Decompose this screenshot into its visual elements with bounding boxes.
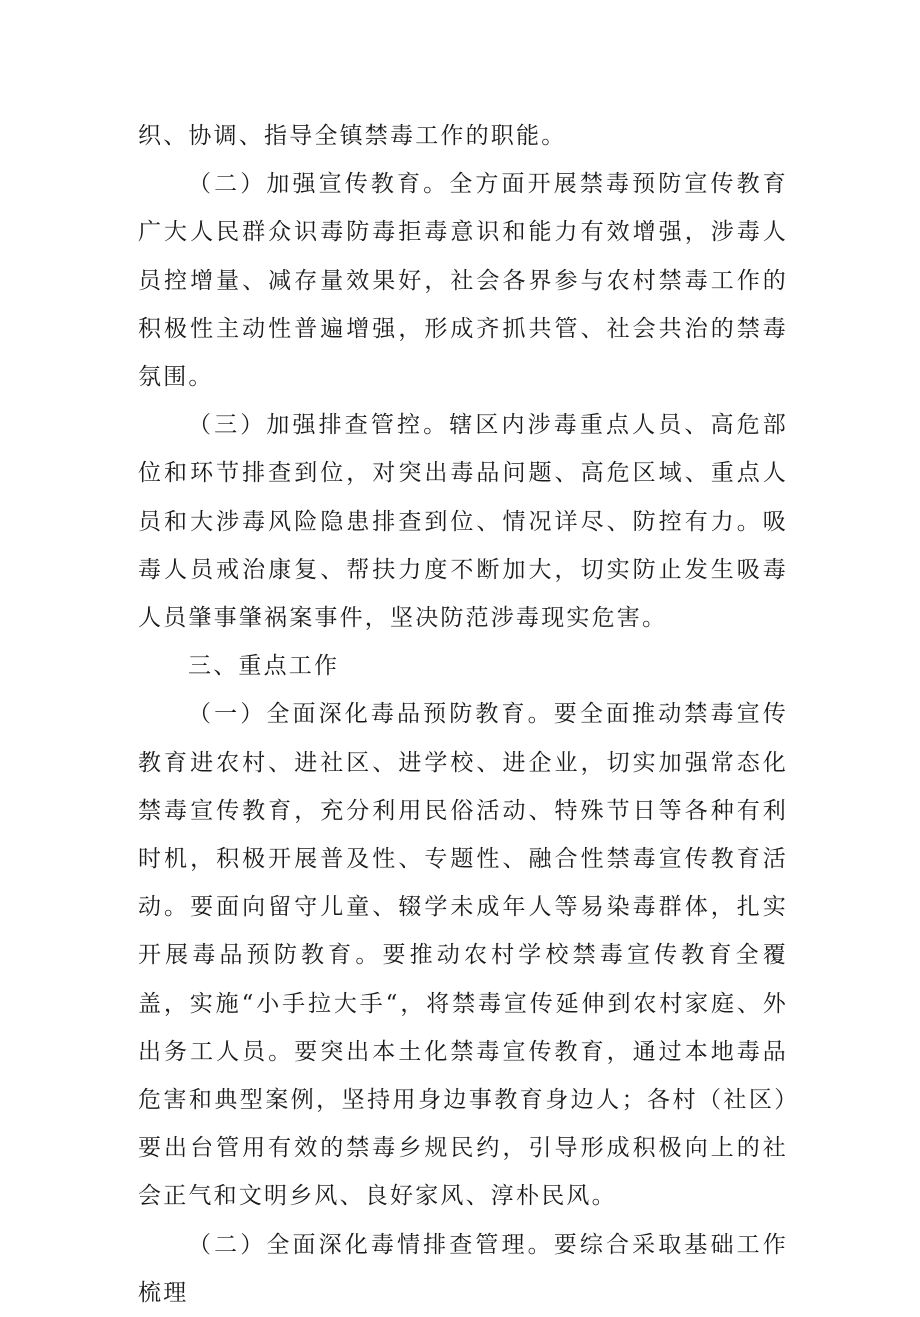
paragraph-continuation: 织、协调、指导全镇禁毒工作的职能。 bbox=[138, 123, 567, 149]
paragraph-screening-control: （三）加强排查管控。辖区内涉毒重点人员、高危部位和环节排查到位，对突出毒品问题、高危区域、重点人员和大涉毒风险隐患排查到位、情况详尽、防控有力。吸毒人员戒治康复、帮扶力度不断加大，切实防止发生吸毒人员肇事肇祸案事件，坚决防范涉毒现实危害。 bbox=[138, 412, 788, 632]
paragraph-publicity-education: （二）加强宣传教育。全方面开展禁毒预防宣传教育广大人民群众识毒防毒拒毒意识和能力有效增强，涉毒人员控增量、减存量效果好，社会各界参与农村禁毒工作的积极性主动性普遍增强，形成齐抓共管、社会共治的禁毒氛围。 bbox=[138, 171, 788, 391]
section-heading-key-work: 三、重点工作 bbox=[188, 653, 340, 680]
paragraph-drug-screening: （二）全面深化毒情排查管理。要综合采取基础工作梳理 bbox=[138, 1231, 788, 1306]
paragraph-prevention-education: （一）全面深化毒品预防教育。要全面推动禁毒宣传教育进农村、进社区、进学校、进企业，切实加强常态化禁毒宣传教育，充分利用民俗活动、特殊节日等各种有利时机，积极开展普及性、专题性、融合性禁毒宣传教育活动。要面向留守儿童、辍学未成年人等易染毒群体，扎实开展毒品预防教育。要推动农村学校禁毒宣传教育全覆盖，实施“小手拉大手“，将禁毒宣传延伸到农村家庭、外出务工人员。要突出本土化禁毒宣传教育，通过本地毒品危害和典型案例，坚持用身边事教育身边人；各村（社区）要出台管用有效的禁毒乡规民约，引导形成积极向上的社会正气和文明乡风、良好家风、淳朴民风。 bbox=[138, 701, 788, 1210]
document-body bbox=[138, 112, 788, 1317]
